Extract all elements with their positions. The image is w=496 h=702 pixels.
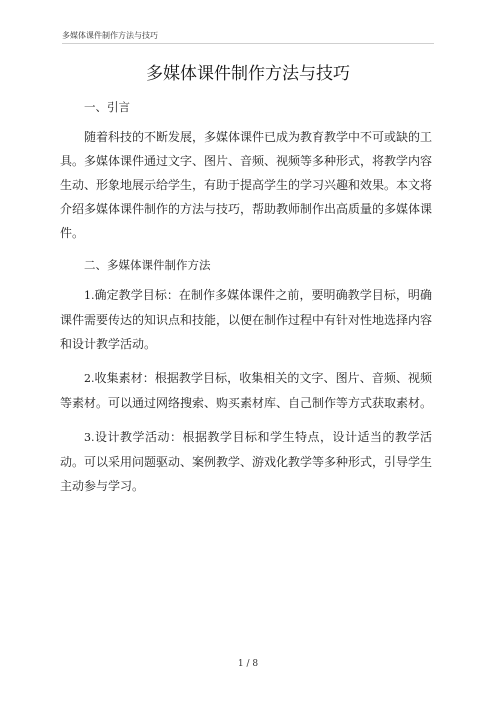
document-body (60, 97, 432, 498)
method-item-number: 2. (84, 372, 95, 385)
running-header: 多媒体课件制作方法与技巧 (62, 31, 158, 40)
method-item-2 (60, 366, 432, 415)
method-item-number: 1. (84, 289, 95, 302)
method-item-text: 确定教学目标：在制作多媒体课件之前，要明确教学目标，明确课件需要传达的知识点和技能，以便在制作过程中有针对性地选择内容和设计教学活动。 (60, 288, 433, 351)
method-item-text: 收集素材：根据教学目标，收集相关的文字、图片、音频、视频等素材。可以通过网络搜索、购买素材库、自己制作等方式获取素材。 (60, 371, 433, 410)
section-heading-introduction: 一、引言 (84, 100, 130, 114)
method-item-text: 设计教学活动：根据教学目标和学生特点，设计适当的教学活动。可以采用问题驱动、案例教学、游戏化教学等多种形式，引导学生主动参与学习。 (60, 430, 433, 493)
section-heading-methods: 二、多媒体课件制作方法 (84, 258, 211, 272)
method-item-1 (60, 283, 432, 356)
introduction-paragraph: 随着科技的不断发展，多媒体课件已成为教育教学中不可或缺的工具。多媒体课件通过文字、图片、音频、视频等多种形式，将教学内容生动、形象地展示给学生，有助于提高学生的学习兴趣和效果。本文将介绍多媒体课件制作的方法与技巧，帮助教师制作出高质量的多媒体课件。 (60, 130, 433, 240)
method-item-number: 3. (84, 431, 95, 444)
document-title: 多媒体课件制作方法与技巧 (146, 64, 350, 84)
method-item-3 (60, 425, 432, 498)
header-divider (62, 43, 434, 44)
page-number: 1 / 8 (237, 659, 259, 669)
